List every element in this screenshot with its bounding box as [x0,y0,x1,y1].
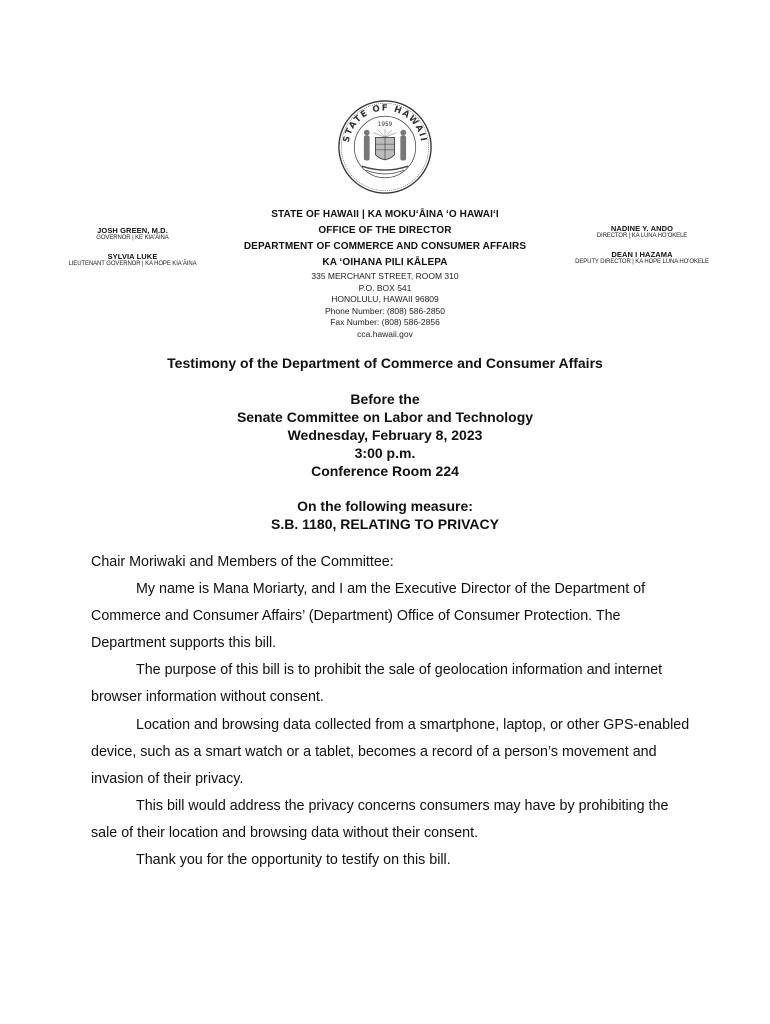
body-paragraph: Location and browsing data collected from a smartphone, laptop, or other GPS-enabled device, such as a smart watch or a tablet, becomes a record of a person’s movement and invasion of their privacy. [91,716,690,787]
testimony-body [91,549,691,874]
address-street: 335 MERCHANT STREET, ROOM 310 [311,271,459,281]
svg-text:STATE OF HAWAII: STATE OF HAWAII [341,103,429,144]
body-paragraph: Thank you for the opportunity to testify on this bill. [136,852,451,869]
letterhead [205,207,565,340]
website: cca.hawaii.gov [357,328,413,339]
left-officials [60,226,205,267]
governor-name: JOSH GREEN, M.D. [97,226,168,235]
body-paragraph: This bill would address the privacy concerns consumers may have by prohibiting the sale of their location and browsing data without their consent. [91,797,669,841]
hearing-room: Conference Room 224 [311,463,459,479]
fax-number: Fax Number: (808) 586-2856 [330,317,440,327]
hearing-date: Wednesday, February 8, 2023 [287,427,483,443]
deputy-director-title: DEPUTY DIRECTOR | KA HOPE LUNA HOʻOKELE [575,259,709,265]
body-paragraph: The purpose of this bill is to prohibit the sale of geolocation information and internet browser information without consent. [91,662,663,706]
lieutenant-governor-title: LIEUTENANT GOVERNOR | KA HOPE KIAʻĀINA [68,261,197,267]
letterhead-department-hawaiian: KA ʻOIHANA PILI KĀLEPA [322,257,448,268]
deputy-director-name: DEAN I HAZAMA [611,250,673,259]
hearing-before: Before the [350,391,420,407]
body-paragraph: My name is Mana Moriarty, and I am the Executive Director of the Department of Commerce and Consumer Affairs’ (Department) Office of Consumer Protection. The Department supports this bill. [91,581,646,652]
state-seal-image [337,99,433,195]
director-title: DIRECTOR | KA LUNA HOʻOKELE [596,233,688,239]
address-city: HONOLULU, HAWAII 96809 [331,294,439,304]
letterhead-state: STATE OF HAWAII | KA MOKUʻĀINA ʻO HAWAIʻI [271,209,499,220]
right-officials [562,224,722,265]
director-name: NADINE Y. ANDO [610,224,674,233]
hearing-committee: Senate Committee on Labor and Technology [236,409,534,425]
measure-intro: On the following measure: [297,498,473,514]
governor-title: GOVERNOR | KE KIAʻĀINA [96,235,169,241]
hearing-time: 3:00 p.m. [354,445,416,461]
address-pobox: P.O. BOX 541 [358,282,412,293]
measure-bill: S.B. 1180, RELATING TO PRIVACY [271,516,499,532]
letterhead-department: DEPARTMENT OF COMMERCE AND CONSUMER AFFAIRS [243,241,527,252]
phone-number: Phone Number: (808) 586-2850 [324,305,446,316]
lieutenant-governor-name: SYLVIA LUKE [107,252,158,261]
document-title: Testimony of the Department of Commerce and Consumer Affairs [167,355,603,371]
svg-text:1959: 1959 [377,121,393,128]
letterhead-office: OFFICE OF THE DIRECTOR [318,225,452,236]
salutation: Chair Moriwaki and Members of the Committee: [91,554,394,570]
